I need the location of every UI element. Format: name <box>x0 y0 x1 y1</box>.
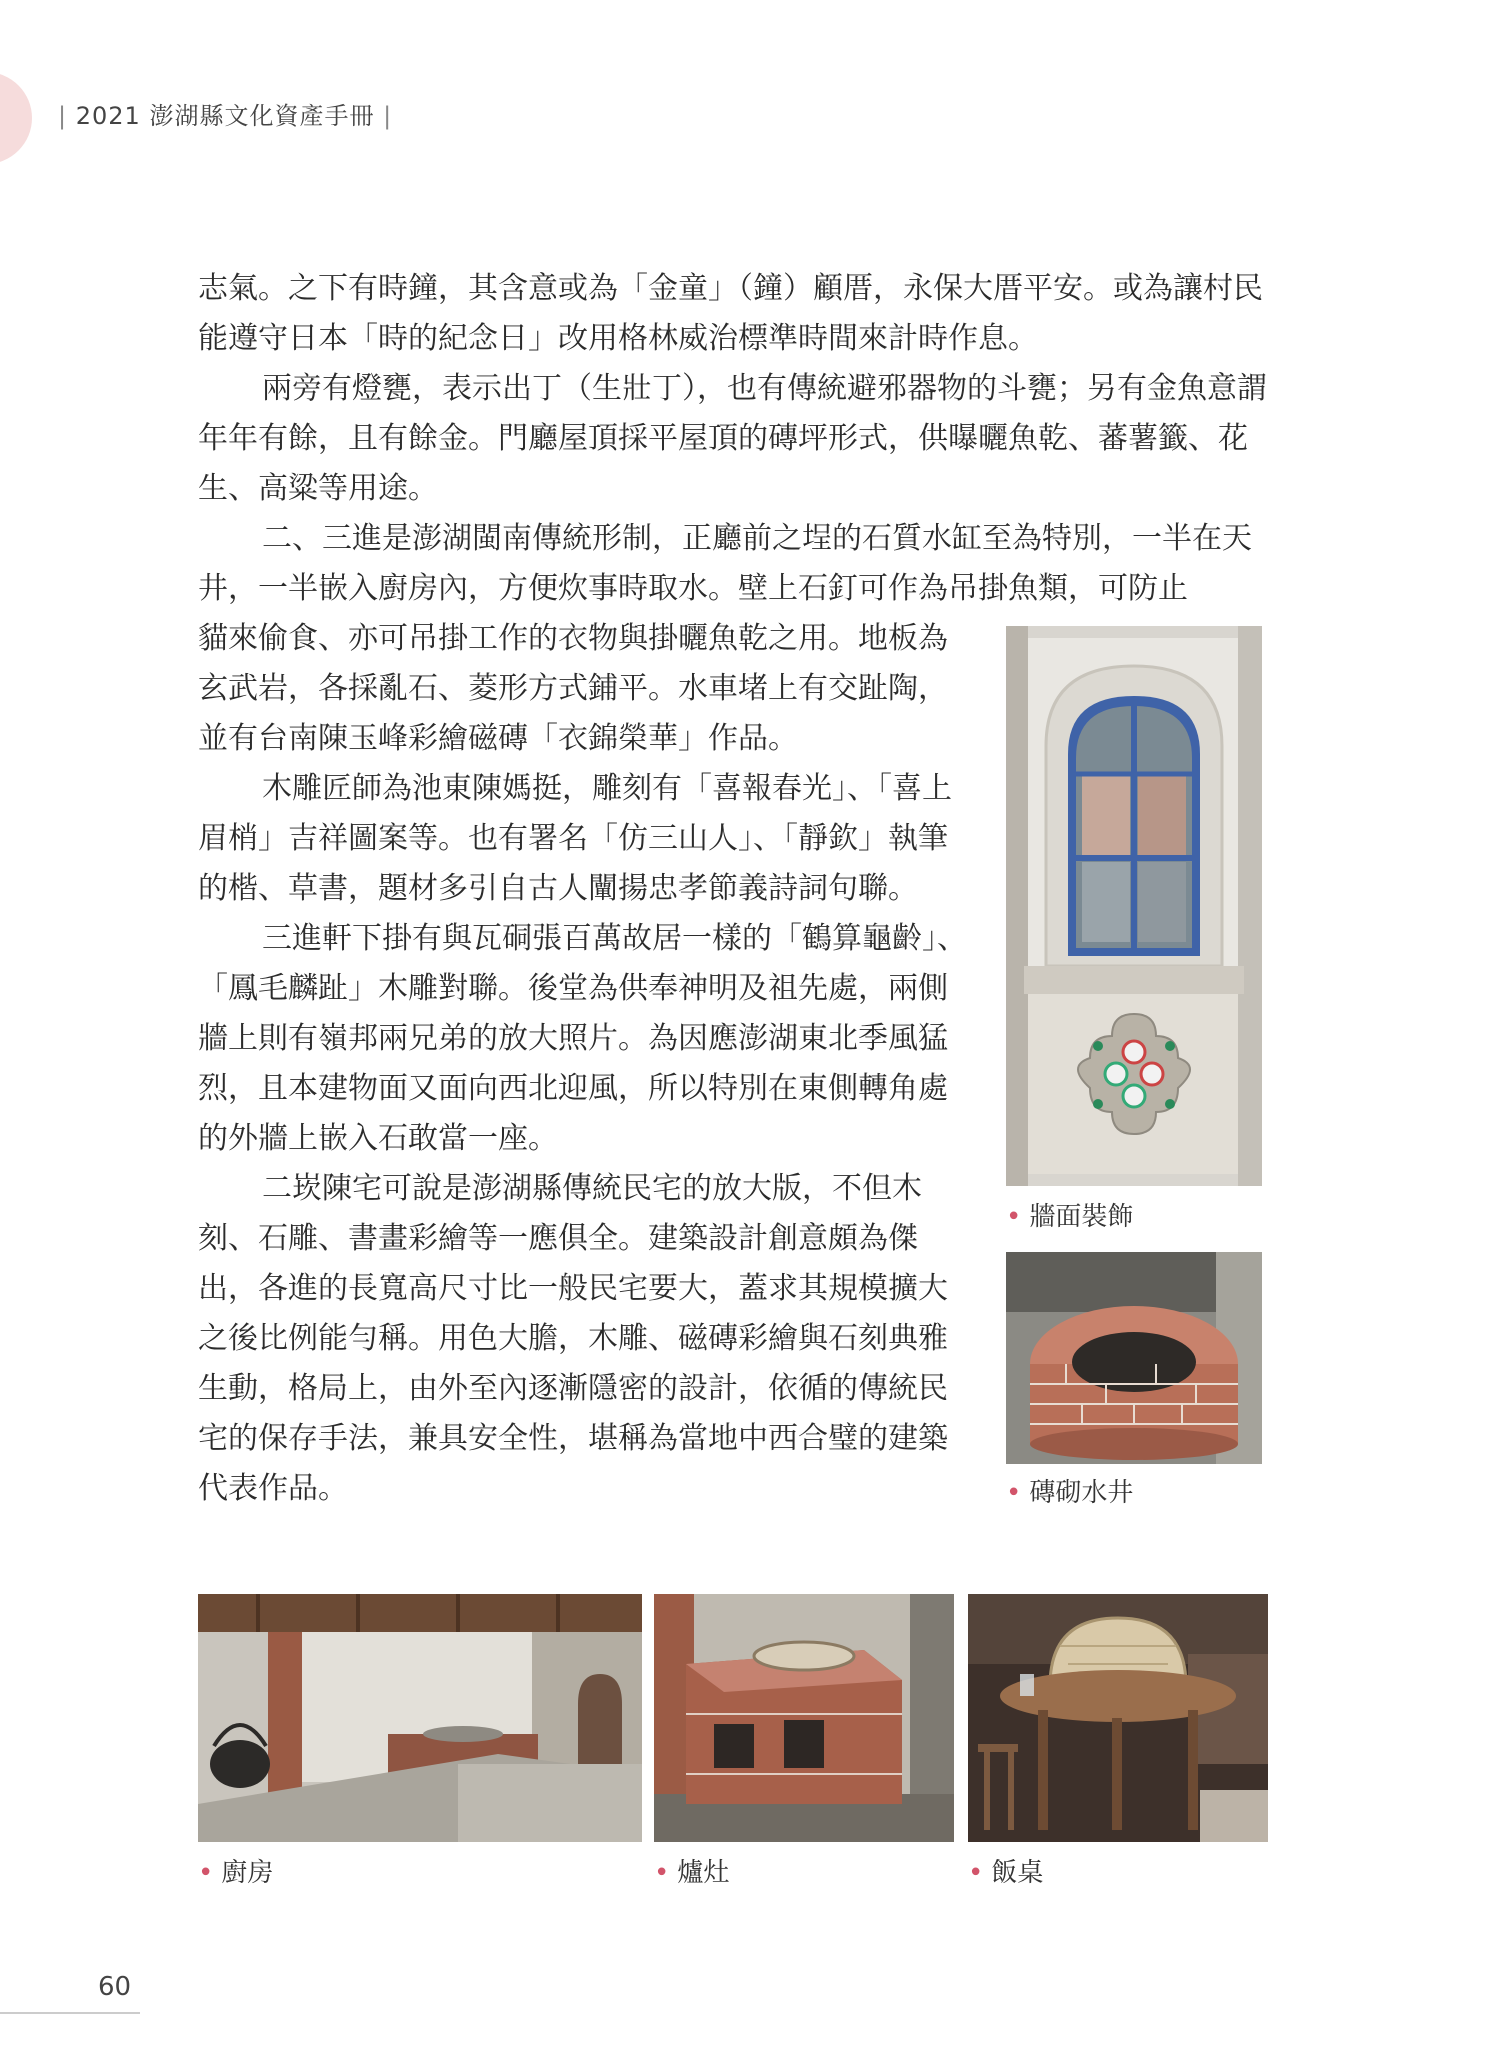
kitchen-caption <box>198 1852 273 1889</box>
well-caption <box>1006 1472 1133 1509</box>
stove-caption-text: 爐灶 <box>677 1858 730 1888</box>
stove-photo <box>654 1594 954 1842</box>
paragraph-woodcarving: 木雕匠師為池東陳媽挺，雕刻有「喜報春光」、「喜上眉梢」吉祥圖案等。也有署名「仿三山人」、「靜欽」執筆的楷、草書，題材多引自古人闡揚忠孝節義詩詞句聯。 <box>198 771 952 906</box>
table-caption <box>968 1852 1043 1889</box>
kitchen-photo <box>198 1594 642 1842</box>
caption-bullet: • <box>1006 1202 1022 1232</box>
wide-text-block <box>198 264 1268 614</box>
paragraph-floor: 貓來偷食、亦可吊掛工作的衣物與掛曬魚乾之用。地板為玄武岩，各採亂石、菱形方式鋪平。水車堵上有交趾陶，並有台南陳玉峰彩繪磁磚「衣錦榮華」作品。 <box>198 621 948 756</box>
stove-caption <box>654 1852 729 1889</box>
dining-table-illustration <box>968 1594 1268 1842</box>
paragraph-rear-hall: 三進軒下掛有與瓦硐張百萬故居一樣的「鶴算龜齡」、「鳳毛麟趾」木雕對聯。後堂為供奉神明及祖先處，兩側牆上則有嶺邦兩兄弟的放大照片。為因應澎湖東北季風猛烈，且本建物面又面向西北迎風，所以特別在東側轉角處的外牆上嵌入石敢當一座。 <box>198 921 967 1156</box>
caption-bullet: • <box>1006 1478 1022 1508</box>
paragraph-courtyard: 二、三進是澎湖閩南傳統形制，正廳前之埕的石質水缸至為特別，一半在天井，一半嵌入廚房內，方便炊事時取水。壁上石釘可作為吊掛魚類，可防止 <box>198 521 1252 606</box>
narrow-text-block <box>198 614 970 1514</box>
kitchen-caption-text: 廚房 <box>221 1858 274 1888</box>
paragraph-lamps: 兩旁有燈甕，表示出丁（生壯丁），也有傳統避邪器物的斗甕；另有金魚意謂年年有餘，且有餘金。門廳屋頂採平屋頂的磚坪形式，供曝曬魚乾、蕃薯籤、花生、高粱等用途。 <box>198 371 1267 506</box>
paragraph-summary: 二崁陳宅可說是澎湖縣傳統民宅的放大版，不但木刻、石雕、書畫彩繪等一應俱全。建築設計創意頗為傑出，各進的長寬高尺寸比一般民宅要大，蓋求其規模擴大之後比例能勻稱。用色大膽，木雕、磁磚彩繪與石刻典雅生動，格局上，由外至內逐漸隱密的設計，依循的傳統民宅的保存手法，兼具安全性，堪稱為當地中西合璧的建築代表作品。 <box>198 1171 948 1506</box>
header-bar-left: | <box>58 102 68 130</box>
brick-well-photo <box>1006 1252 1262 1464</box>
caption-bullet: • <box>198 1858 214 1888</box>
footer-rule <box>0 2012 140 2014</box>
well-caption-text: 磚砌水井 <box>1029 1478 1134 1508</box>
dining-table-photo <box>968 1594 1268 1842</box>
running-title: 2021 澎湖縣文化資產手冊 <box>75 102 375 130</box>
paragraph-clock: 志氣。之下有時鐘，其含意或為「金童」（鐘）顧厝，永保大厝平安。或為讓村民能遵守日本「時的紀念日」改用格林威治標準時間來計時作息。 <box>198 271 1263 356</box>
caption-bullet: • <box>654 1858 670 1888</box>
caption-bullet: • <box>968 1858 984 1888</box>
corner-decoration <box>0 72 32 164</box>
page-number: 60 <box>98 1972 132 2002</box>
kitchen-illustration <box>198 1594 642 1842</box>
table-caption-text: 飯桌 <box>991 1858 1044 1888</box>
wall-caption-text: 牆面裝飾 <box>1029 1202 1134 1232</box>
brick-well-illustration <box>1006 1252 1262 1464</box>
wall-decoration-photo <box>1006 626 1262 1186</box>
running-header <box>58 96 392 131</box>
header-bar-right: | <box>383 102 393 130</box>
wall-caption <box>1006 1196 1133 1233</box>
stove-illustration <box>654 1594 954 1842</box>
wall-decoration-illustration <box>1006 626 1262 1186</box>
